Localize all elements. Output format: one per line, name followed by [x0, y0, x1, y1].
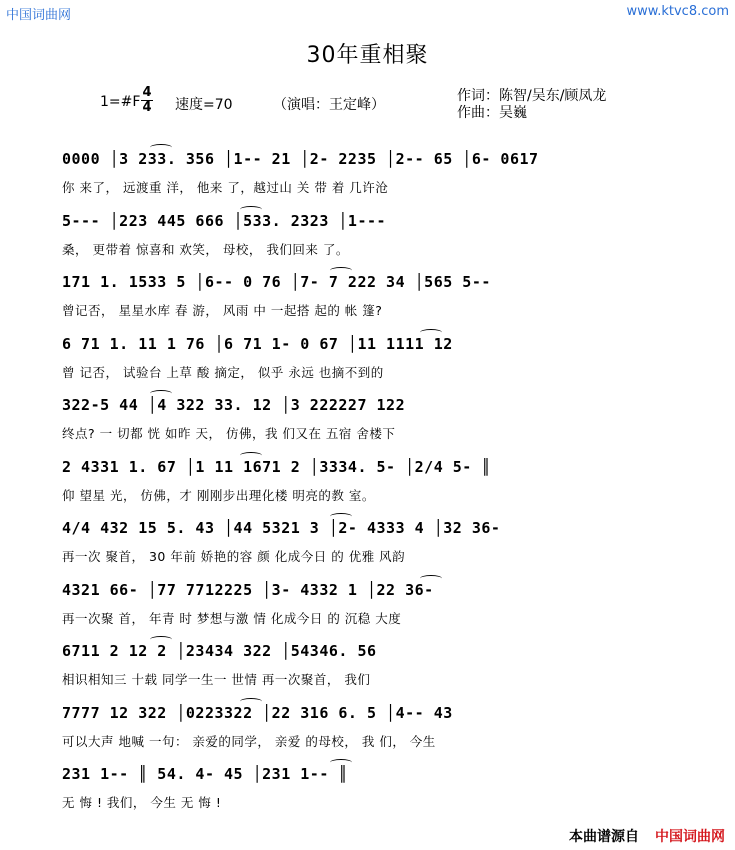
lyric-line: 你 来了， 远渡重 洋， 他来 了，越过山 关 带 着 几许沧 — [62, 180, 389, 195]
slur-mark — [330, 267, 352, 274]
time-signature — [141, 86, 153, 115]
lyric-line: 再一次聚 首， 年青 时 梦想与激 情 化成今日 的 沉稳 大度 — [62, 610, 402, 626]
lyric-line: 曾记否， 星星水库 春 游， 风雨 中 一起搭 起的 帐 篷? — [62, 303, 383, 318]
notation-line: 0000 │3 233. 356 │1-- 21 │2- 2235 │2-- 65 │6- 0617 — [62, 150, 539, 168]
slur-mark — [240, 452, 262, 459]
notation-line: 6 71 1. 11 1 76 │6 71 1- 0 67 │11 1111 12 — [62, 334, 453, 353]
footer-text: 本曲谱源自 — [569, 829, 639, 845]
slur-mark — [150, 390, 172, 397]
slur-mark — [330, 513, 352, 520]
lyricist: 作词：陈智/吴东/顾凤龙 — [457, 88, 607, 104]
lyric-line: 终点? 一 切都 恍 如昨 天， 仿佛，我 们又在 五宿 舍楼下 — [62, 426, 396, 441]
lyric-line: 曾 记否， 试验台 上草 酸 摘定， 似乎 永远 也摘不到的 — [62, 364, 384, 380]
footer-brand: 中国词曲网 — [655, 829, 725, 845]
time-signature-top: 4 — [142, 85, 152, 100]
tempo: 速度=70 — [175, 97, 233, 113]
notation-line: 6711 2 12 2 │23434 322 │54346. 56 — [62, 642, 377, 660]
notation-line: 4/4 432 15 5. 43 │44 5321 3 │2- 4333 4 │32 36- — [62, 519, 501, 537]
singer: （演唱：王定峰） — [273, 97, 385, 113]
lyric-line: 仰 望星 光， 仿佛，才 刚刚步出理化楼 明亮的教 室。 — [62, 487, 375, 503]
notation-line: 322-5 44 │4 322 33. 12 │3 222227 122 — [62, 396, 406, 414]
slur-mark — [150, 636, 172, 643]
credits — [457, 88, 606, 122]
song-title: 30年重相聚 — [306, 43, 429, 68]
lyric-line: 桑， 更带着 惊喜和 欢笑， 母校， 我们回来 了。 — [62, 241, 349, 257]
slur-mark — [420, 329, 442, 336]
watermark-left: 中国词曲网 — [6, 8, 72, 23]
slur-mark — [240, 698, 262, 705]
notation-line: 4321 66- │77 7712225 │3- 4332 1 │22 36- — [62, 580, 434, 599]
lyric-line: 相识相知三 十载 同学一生一 世情 再一次聚首， 我们 — [62, 672, 371, 687]
composer: 作曲：吴巍 — [457, 105, 527, 121]
slur-mark — [240, 206, 262, 213]
footer — [569, 826, 725, 846]
lyric-line: 可以大声 地喊 一句： 亲爱的同学， 亲爱 的母校， 我 们， 今生 — [62, 733, 436, 749]
notation-line: 7777 12 322 │0223322 │22 316 6. 5 │4-- 43 — [62, 703, 453, 722]
slur-mark — [420, 575, 442, 582]
lyric-line: 无 悔 ! 我们， 今生 无 悔 ! — [62, 795, 222, 810]
time-signature-bottom: 4 — [142, 100, 152, 115]
lyric-line: 再一次 聚首， 30 年前 娇艳的容 颜 化成今日 的 优雅 风韵 — [62, 549, 406, 564]
notation-line: 171 1. 1533 5 │6-- 0 76 │7- 7 222 34 │565 5-- — [62, 273, 491, 291]
notation-line: 231 1-- ║ 54. 4- 45 │231 1-- ║ — [62, 765, 348, 783]
notation-line: 2 4331 1. 67 │1 11 1671 2 │3334. 5- │2/4 5- ║ — [62, 457, 491, 476]
watermark-right: www.ktvc8.com — [626, 4, 729, 19]
slur-mark — [330, 759, 352, 766]
key-signature: 1=#F — [100, 94, 141, 110]
notation-line: 5--- │223 445 666 │533. 2323 │1--- — [62, 211, 387, 230]
slur-mark — [150, 144, 172, 151]
